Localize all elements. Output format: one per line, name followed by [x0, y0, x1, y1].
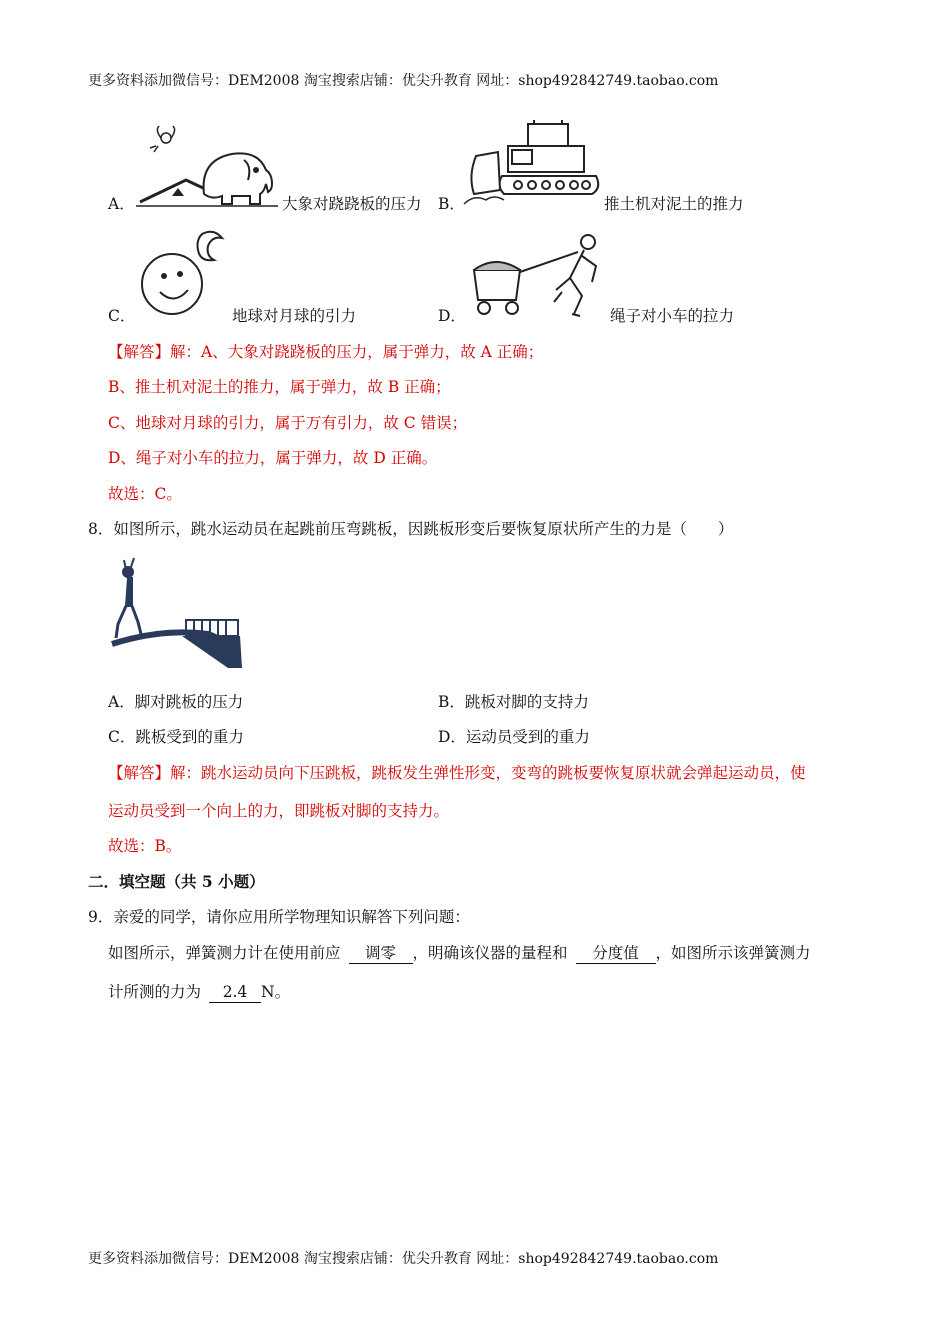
bulldozer-figure — [462, 116, 602, 208]
blank-answer-2: 分度值 — [576, 943, 656, 964]
q9-text-3: ，如图所示该弹簧测力 — [655, 944, 811, 962]
answer-text: 解：A、大象对跷跷板的压力，属于弹力，故 A 正确； — [170, 343, 544, 361]
q9-text-4: 计所测的力为 — [108, 983, 202, 1001]
elephant-seesaw-figure — [136, 124, 278, 210]
q8-option-d: D．运动员受到的重力 — [438, 728, 590, 746]
q9-text-2: ，明确该仪器的量程和 — [412, 944, 568, 962]
option-c-text: 地球对月球的引力 — [232, 307, 357, 325]
option-d-letter: D． — [438, 307, 466, 325]
earth-moon-figure — [136, 226, 232, 318]
q7-answer-line-3: C、地球对月球的引力，属于万有引力，故 C 错误； — [108, 414, 468, 432]
q9-stem: 9．亲爱的同学，请你应用所学物理知识解答下列问题： — [88, 908, 470, 926]
option-d-text: 绳子对小车的拉力 — [610, 307, 735, 325]
page-header: 更多资料添加微信号：DEM2008 淘宝搜索店铺：优尖升教育 网址：shop492842749.taobao.com — [88, 73, 719, 89]
q7-answer-line-1 — [108, 342, 543, 362]
answer-tag: 【解答】 — [108, 343, 171, 361]
blank-answer-3: 2.4 — [209, 982, 261, 1003]
q8-option-a: A．脚对跳板的压力 — [108, 693, 244, 711]
option-a-letter: A． — [108, 195, 135, 213]
q8-choice: 故选：B。 — [108, 837, 182, 855]
option-a-text: 大象对跷跷板的压力 — [282, 195, 422, 213]
q7-answer-line-2: B、推土机对泥土的推力，属于弹力，故 B 正确； — [108, 378, 451, 396]
q7-answer-line-4: D、绳子对小车的拉力，属于弹力，故 D 正确。 — [108, 449, 438, 467]
answer-text: 解：跳水运动员向下压跳板，跳板发生弹性形变，变弯的跳板要恢复原状就会弹起运动员，使 — [170, 764, 806, 782]
q8-option-c: C．跳板受到的重力 — [108, 728, 244, 746]
q7-choice: 故选：C。 — [108, 485, 182, 503]
q8-stem: 8．如图所示，跳水运动员在起跳前压弯跳板，因跳板形变后要恢复原状所产生的力是（ ） — [88, 520, 734, 538]
section-title: 二．填空题（共 5 小题） — [88, 872, 265, 891]
q9-line-1 — [108, 943, 811, 964]
q9-text-5: N。 — [261, 983, 291, 1001]
q9-line-2 — [108, 982, 290, 1003]
rope-cart-figure — [466, 230, 608, 322]
blank-answer-1: 调零 — [349, 943, 413, 964]
option-b-text: 推土机对泥土的推力 — [604, 195, 744, 213]
q8-option-b: B．跳板对脚的支持力 — [438, 693, 589, 711]
page-footer: 更多资料添加微信号：DEM2008 淘宝搜索店铺：优尖升教育 网址：shop492842749.taobao.com — [88, 1251, 719, 1267]
q8-answer-line-2: 运动员受到一个向上的力，即跳板对脚的支持力。 — [108, 802, 450, 820]
option-b-letter: B． — [438, 195, 465, 213]
diver-springboard-figure — [108, 552, 244, 670]
option-c-letter: C． — [108, 307, 136, 325]
q9-text-1: 如图所示，弹簧测力计在使用前应 — [108, 944, 341, 962]
q8-answer-line-1 — [108, 763, 806, 783]
answer-tag: 【解答】 — [108, 764, 171, 782]
